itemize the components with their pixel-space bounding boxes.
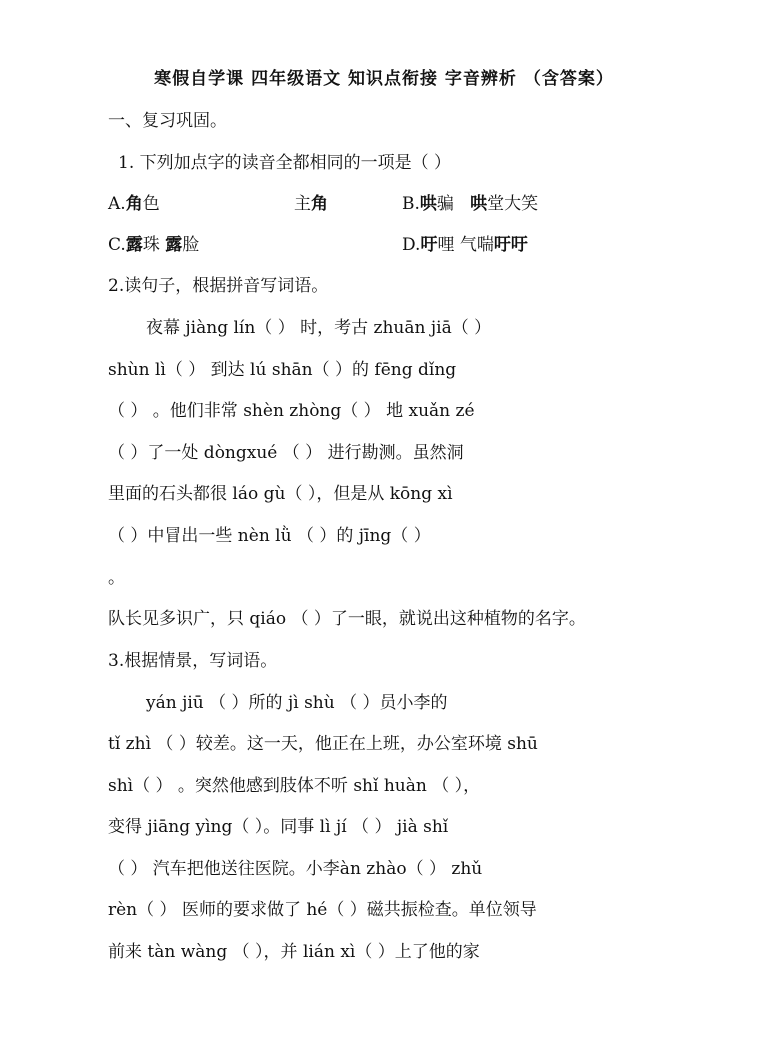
option-d-word-1-char-dotted: 吁 — [420, 235, 438, 255]
question-3-stem: 3.根据情景，写词语。 — [108, 651, 278, 671]
question-1-options-row-2 — [108, 233, 664, 257]
question-3-line-1: yán jiū （ ）所的 jì shù （ ）员小李的 — [146, 693, 448, 713]
option-b-word-2-char-dotted: 哄 — [470, 194, 488, 214]
option-a-word-2-char-dotted: 角 — [311, 194, 328, 214]
question-3-line-7: 前来 tàn wàng （ ），并 lián xì（ ）上了他的家 — [108, 942, 480, 962]
option-b-word-1-char: 骗 — [436, 194, 454, 214]
question-2-line-6: （ ）中冒出一些 nèn lǜ （ ）的 jīng（ ） — [108, 526, 431, 546]
section-heading: 一、复习巩固。 — [108, 111, 227, 131]
question-2-line-2: shùn lì（ ） 到达 lú shān（ ）的 fēng dǐng — [108, 360, 457, 380]
question-2-line-8: 队长见多识广，只 qiáo （ ）了一眼，就说出这种植物的名字。 — [108, 609, 586, 629]
option-a-word-1-char: 色 — [142, 194, 160, 214]
question-3-line-6: rèn（ ） 医师的要求做了 hé（ ）磁共振检查。单位领导 — [108, 900, 537, 920]
document-title: 寒假自学课 四年级语文 知识点衔接 字音辨析 （含答案） — [154, 69, 614, 89]
question-1-stem: 1. 下列加点字的读音全都相同的一项是（ ） — [118, 153, 452, 173]
question-3-line-4: 变得 jiāng yìng（ ）。同事 lì jí （ ） jià shǐ — [108, 817, 449, 837]
option-c-word-1-char-dotted: 露 — [125, 235, 143, 255]
option-a-word-1-char-dotted: 角 — [125, 194, 143, 214]
option-c-word-2-char-dotted: 露 — [165, 235, 183, 255]
option-d-word-2-prefix: 气喘 — [459, 235, 494, 255]
question-3-line-5: （ ） 汽车把他送往医院。小李àn zhào（ ） zhǔ — [108, 859, 483, 879]
option-a-word-2-char: 主 — [294, 194, 311, 214]
question-1-options-row-1 — [108, 192, 664, 216]
option-d-label: D. — [402, 235, 421, 255]
question-2-stem: 2.读句子，根据拼音写词语。 — [108, 276, 329, 296]
question-2-line-3: （ ） 。他们非常 shèn zhòng（ ） 地 xuǎn zé — [108, 401, 475, 421]
option-c-word-2-char: 脸 — [182, 235, 200, 255]
option-b-word-2-rest: 堂大笑 — [487, 194, 539, 214]
question-3-line-3: shì（ ） 。突然他感到肢体不听 shǐ huàn （ ）， — [108, 776, 481, 796]
question-2-line-7: 。 — [108, 568, 125, 588]
question-2-line-5: 里面的石头都很 láo gù（ ），但是从 kōng xì — [108, 484, 453, 504]
option-a-label: A. — [108, 194, 126, 214]
question-2-line-4: （ ）了一处 dòngxué （ ） 进行勘测。虽然洞 — [108, 443, 464, 463]
option-b-label: B. — [402, 194, 420, 214]
option-c-label: C. — [108, 235, 126, 255]
option-c-word-1-char: 珠 — [142, 235, 160, 255]
option-d-word-1-char: 哩 — [437, 235, 455, 255]
option-d-word-2-dotted: 吁吁 — [493, 235, 528, 255]
question-3-line-2: tǐ zhì （ ）较差。这一天，他正在上班，办公室环境 shū — [108, 734, 538, 754]
option-b-word-1-char-dotted: 哄 — [419, 194, 437, 214]
question-2-line-1: 夜幕 jiàng lín（ ） 时，考古 zhuān jiā（ ） — [146, 318, 492, 338]
